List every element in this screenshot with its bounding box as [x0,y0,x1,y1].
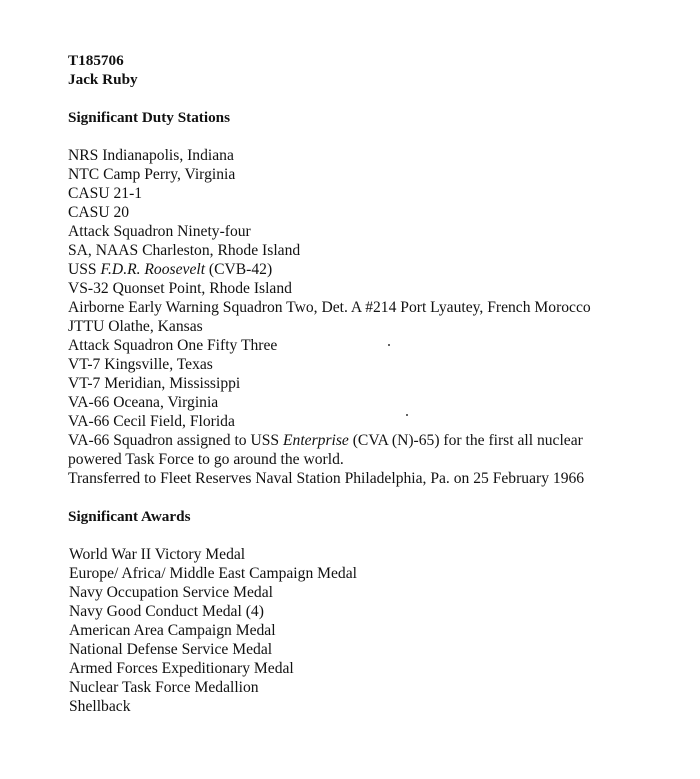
duty-station-item: JTTU Olathe, Kansas [68,318,203,335]
spacer [68,89,688,108]
duty-station-item-text: USS [68,261,101,278]
award-item: World War II Victory Medal [69,546,246,563]
duty-station-item-text: (CVB-42) [205,261,273,278]
ship-name: F.D.R. Roosevelt [100,261,206,278]
person-name: Jack Ruby [68,71,138,88]
duty-station-item: Attack Squadron One Fifty Three [68,337,278,354]
duty-station-item [68,431,688,450]
award-item: Navy Good Conduct Medal (4) [69,603,264,620]
spacer [68,488,688,507]
duty-stations-list [68,146,688,488]
ship-name: Enterprise [283,432,349,449]
award-item: Shellback [69,698,131,715]
award-item: Nuclear Task Force Medallion [69,679,259,696]
duty-station-item: NTC Camp Perry, Virginia [68,166,236,183]
award-item: American Area Campaign Medal [69,622,276,639]
awards-heading: Significant Awards [68,508,191,525]
duty-station-item-text: VA-66 Squadron assigned to USS [68,432,283,449]
document-page [68,51,688,716]
duty-station-item: VT-7 Meridian, Mississippi [68,375,241,392]
duty-station-item: VT-7 Kingsville, Texas [68,356,213,373]
spacer [68,526,688,545]
award-item: National Defense Service Medal [69,641,273,658]
scan-speck [406,414,408,416]
duty-station-item: Attack Squadron Ninety-four [68,223,251,240]
spacer [68,127,688,146]
duty-station-item-text: (CVA (N)-65) for the first all nuclear [348,432,583,449]
awards-list [68,545,688,716]
duty-station-item: SA, NAAS Charleston, Rhode Island [68,242,301,259]
award-item: Armed Forces Expeditionary Medal [69,660,294,677]
service-number: T185706 [68,52,124,69]
duty-station-item: VA-66 Cecil Field, Florida [68,413,235,430]
duty-station-item [68,260,688,279]
award-item: Navy Occupation Service Medal [69,584,273,601]
duty-station-item: VA-66 Oceana, Virginia [68,394,219,411]
duty-station-item: VS-32 Quonset Point, Rhode Island [68,280,292,297]
duty-station-item: NRS Indianapolis, Indiana [68,147,234,164]
duty-station-item: CASU 20 [68,204,130,221]
scan-speck [388,344,390,346]
duty-stations-heading: Significant Duty Stations [68,109,231,126]
duty-station-item: powered Task Force to go around the world. [68,451,344,468]
duty-station-item: Airborne Early Warning Squadron Two, Det. A #214 Port Lyautey, French Morocco [68,299,591,316]
duty-station-item: Transferred to Fleet Reserves Naval Station Philadelphia, Pa. on 25 February 1966 [68,470,585,487]
duty-station-item: CASU 21-1 [68,185,143,202]
award-item: Europe/ Africa/ Middle East Campaign Medal [69,565,357,582]
